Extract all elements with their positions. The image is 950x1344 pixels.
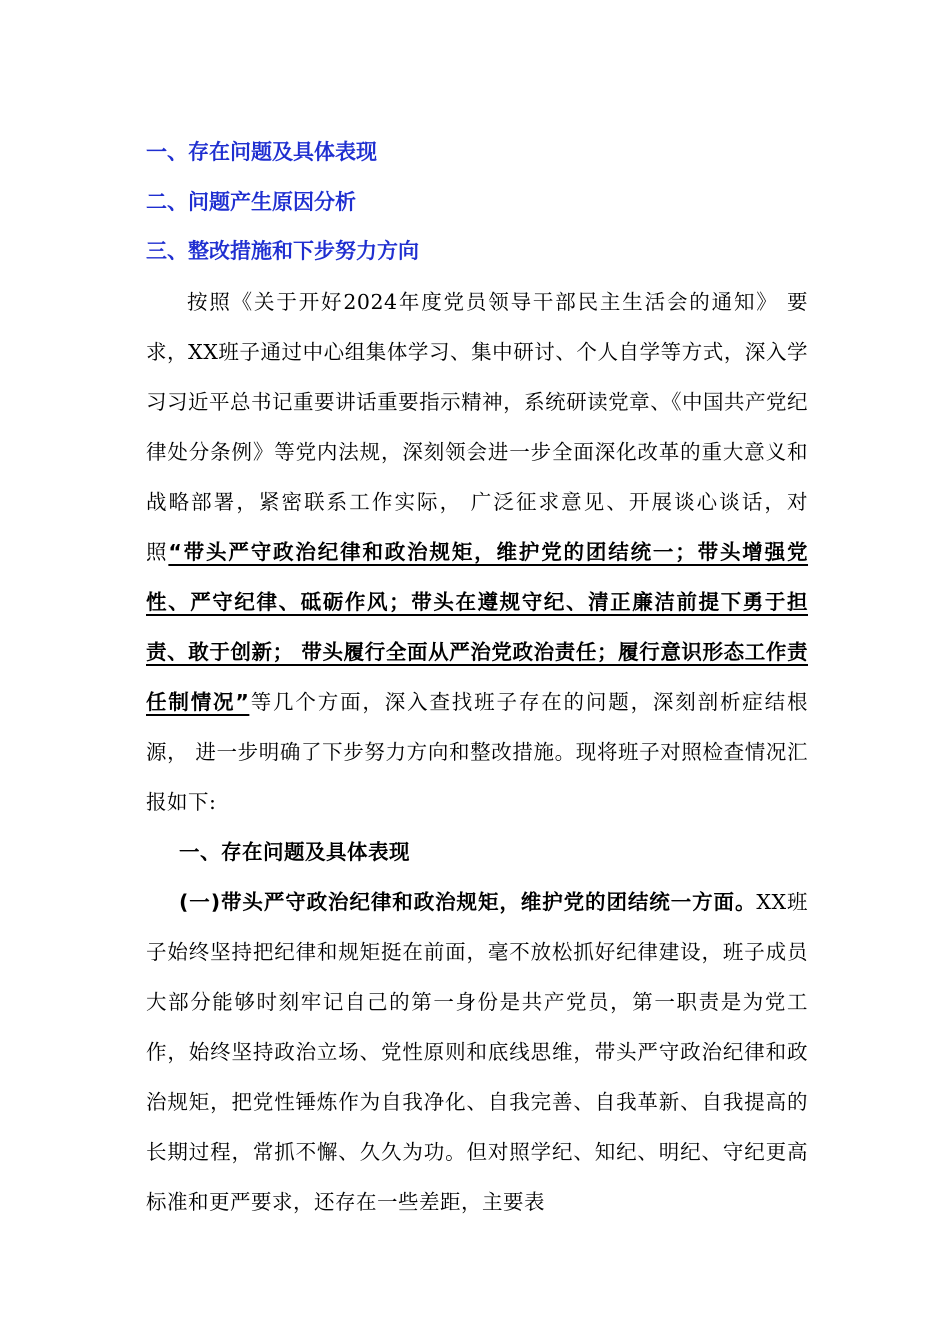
subsection-title: (一)带头严守政治纪律和政治规矩，维护党的团结统一方面。 (179, 890, 757, 914)
toc-link-problems[interactable]: 一、存在问题及具体表现 (146, 140, 377, 164)
subsection-text: XX班子始终坚持把纪律和规矩挺在前面，毫不放松抓好纪律建设，班子成员大部分能够时刻牢记自己的第一身份是共产党员，第一职责是为党工作，始终坚持政治立场、党性原则和底线思维，带头严守政治纪律和政治规矩，把党性锤炼作为自我净化、自我完善、自我革新、自我提高的长期过程，常抓不懈、久久为功。但对照学纪、知纪、明纪、守纪更高标准和更严要求，还存在一些差距，主要表 (146, 890, 808, 1214)
subsection-paragraph (146, 877, 808, 1227)
document-body (146, 277, 808, 1227)
toc-link-causes[interactable]: 二、问题产生原因分析 (146, 189, 356, 214)
table-of-contents (146, 134, 846, 283)
intro-text-part2: 等几个方面，深入查找班子存在的问题，深刻剖析症结根源， 进一步明确了下步努力方向和整改措施。现将班子对照检查情况汇报如下: (146, 690, 808, 814)
intro-paragraph (146, 277, 808, 827)
section-heading-problems: 一、存在问题及具体表现 (179, 840, 410, 864)
intro-text-part1: 按照《关于开好2024年度党员领导干部民主生活会的通知》 要求，XX班子通过中心组集体学习、集中研讨、个人自学等方式，深入学习习近平总书记重要讲话重要指示精神，系统研读党章、《中国共产党纪律处分条例》等党内法规，深刻领会进一步全面深化改革的重大意义和战略部署，紧密联系工作实际， 广泛征求意见、开展谈心谈话，对照 (146, 290, 808, 564)
toc-link-measures[interactable]: 三、整改措施和下步努力方向 (146, 239, 419, 263)
intro-emphasis: “带头严守政治纪律和政治规矩，维护党的团结统一；带头增强党性、严守纪律、砥砺作风；带头在遵规守纪、清正廉洁前提下勇于担责、敢于创新； 带头履行全面从严治党政治责任；履行意识形态工作责任制情况” (146, 540, 809, 714)
